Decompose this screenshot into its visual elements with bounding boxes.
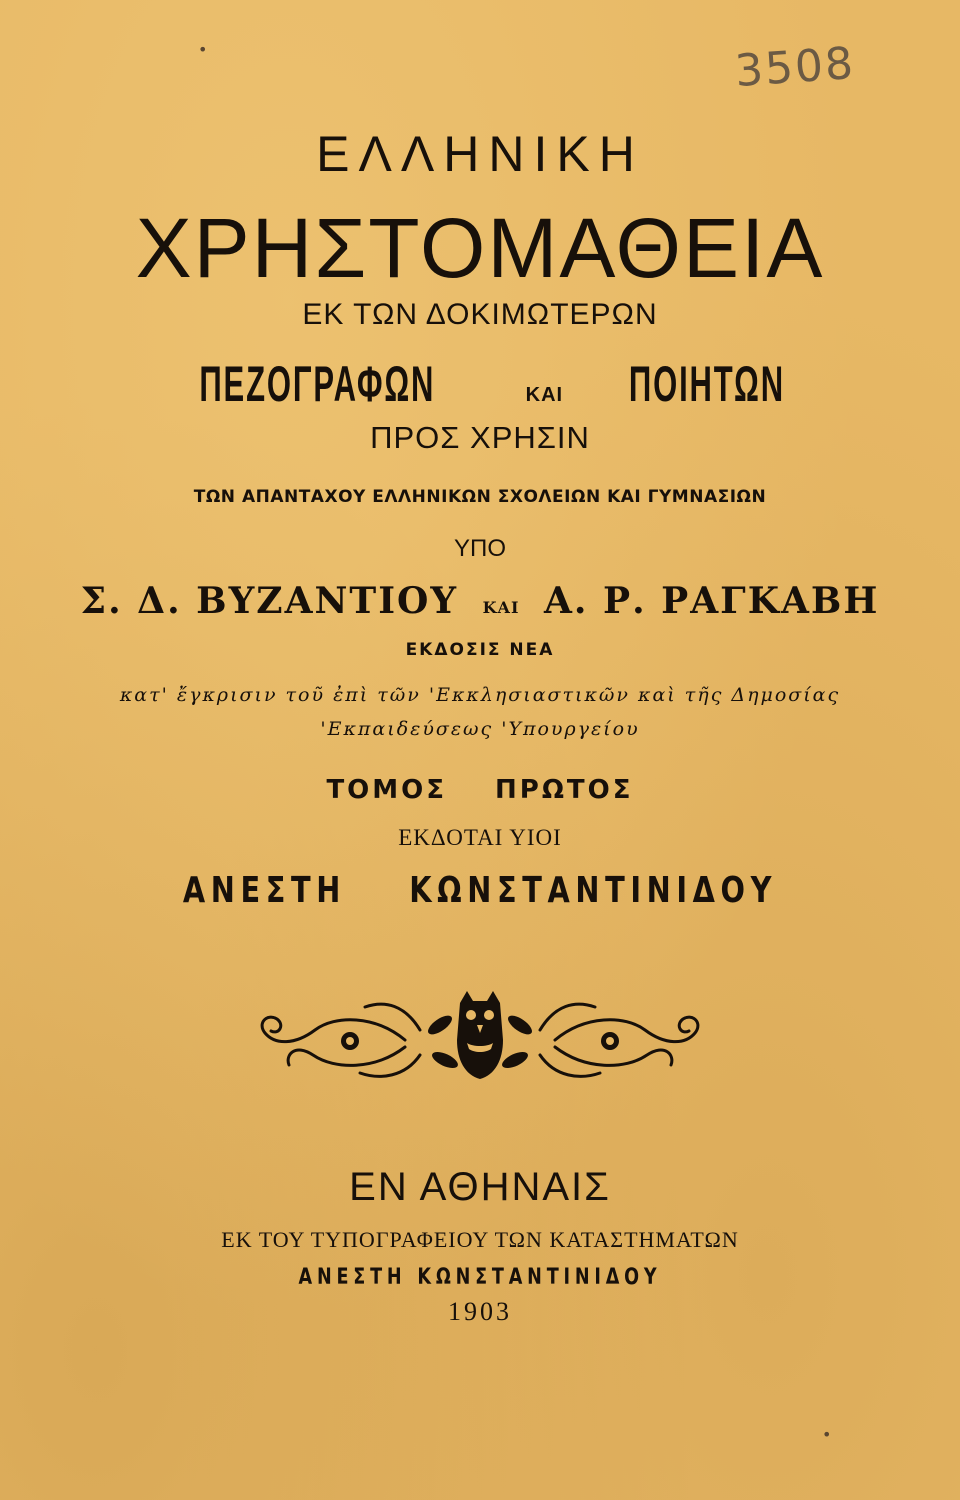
printer-line-1: ΕΚ ΤΟΥ ΤΥΠΟΓΡΑΦΕΙΟΥ ΤΩΝ ΚΑΤΑΣΤΗΜΑΤΩΝ: [221, 1227, 739, 1252]
authors-kind-line: [0, 355, 960, 413]
ink-speck-icon: •: [822, 1425, 832, 1444]
approval-line-2: 'Εκπαιδεύσεως 'Υπουργείου: [320, 718, 640, 740]
from-line: ΕΚ ΤΩΝ ΔΟΚΙΜΩΤΕΡΩΝ: [302, 298, 658, 331]
conjunction-and: ΚΑΙ: [525, 384, 564, 406]
by-line: ΥΠΟ: [453, 535, 506, 562]
publisher-first-name: ΑΝΕΣΤΗ: [182, 870, 346, 911]
approval-line-1: κατ' ἔγκρισιν τοῦ ἐπὶ τῶν 'Εκκλησιαστικῶν καὶ τῆς Δημοσίας: [119, 684, 841, 706]
book-title: ΧΡΗΣΤΟΜΑΘΕΙΑ: [135, 201, 825, 295]
owl-vignette-ornament-icon: [255, 985, 705, 1085]
printer-line-2: ΑΝΕΣΤΗ ΚΩΝΣΤΑΝΤΙΝΙΔΟΥ: [298, 1265, 662, 1290]
editors-conjunction: ΚΑΙ: [482, 598, 520, 617]
new-edition-line: ΕΚΔΟΣΙΣ ΝΕΑ: [405, 640, 555, 660]
ink-speck-icon: •: [198, 40, 208, 59]
publishers-line: ΕΚΔΟΤΑΙ ΥΙΟΙ: [398, 825, 562, 850]
subtitle-top: ΕΛΛΗΝΙΚΗ: [316, 126, 644, 182]
editor-second: Α. Ρ. ΡΑΓΚΑΒΗ: [544, 580, 880, 622]
city-line: ΕΝ ΑΘΗΝΑΙΣ: [349, 1165, 611, 1209]
prose-writers-word: ΠΕΖΟΓΡΑΦΩΝ: [199, 356, 436, 412]
poets-word: ΠΟΙΗΤΩΝ: [628, 356, 785, 412]
volume-line: [0, 775, 960, 805]
editor-first: Σ. Δ. ΒΥΖΑΝΤΙΟΥ: [80, 580, 459, 622]
editors-line: [0, 580, 960, 622]
for-use-line: ΠΡΟΣ ΧΡΗΣΙΝ: [370, 420, 590, 455]
publisher-name-line: [96, 870, 864, 911]
volume-word: ΤΟΜΟΣ: [326, 775, 448, 805]
volume-ordinal: ΠΡΩΤΟΣ: [495, 775, 634, 805]
publication-year: 1903: [448, 1297, 512, 1326]
publisher-last-name: ΚΩΝΣΤΑΝΤΙΝΙΔΟΥ: [409, 870, 778, 911]
schools-line: ΤΩΝ ΑΠΑΝΤΑΧΟΥ ΕΛΛΗΝΙΚΩΝ ΣΧΟΛΕΙΩΝ ΚΑΙ ΓΥΜΝΑΣΙΩΝ: [193, 487, 767, 507]
handwritten-shelfmark: 3508: [733, 37, 857, 98]
